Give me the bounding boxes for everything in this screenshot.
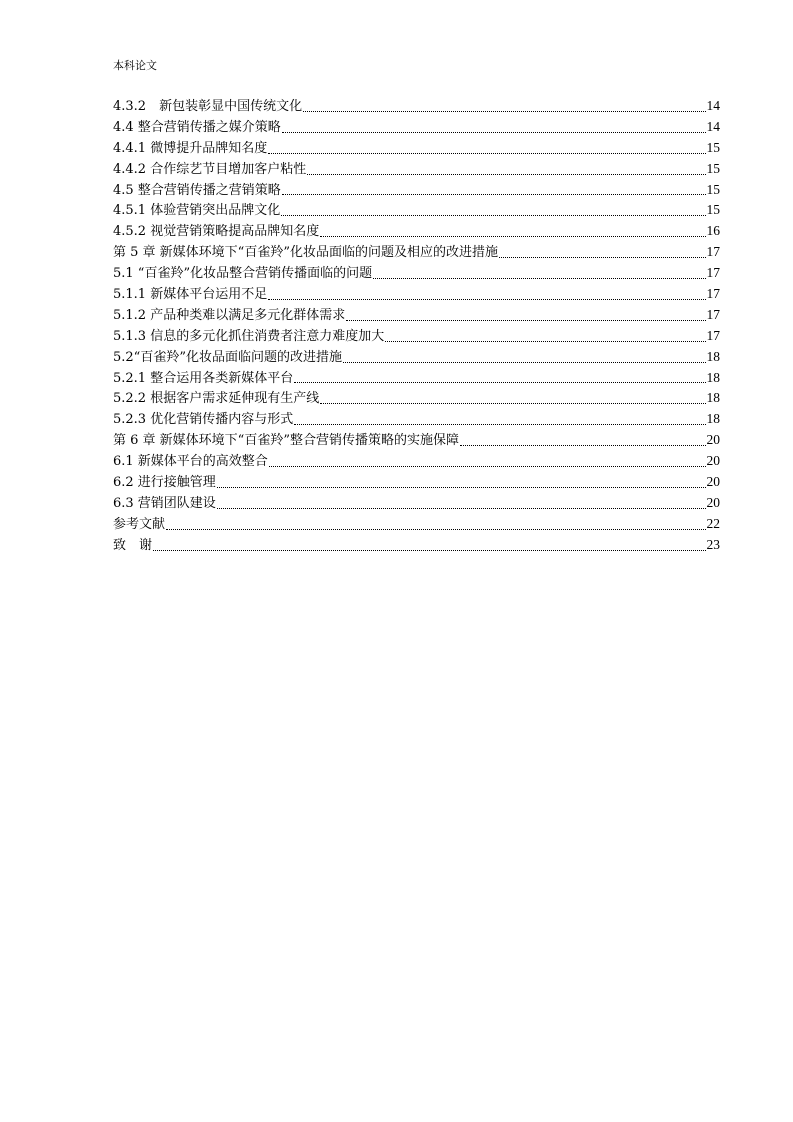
toc-entry[interactable]: [113, 430, 720, 451]
toc-entry-title: 4.4.1 微博提升品牌知名度: [113, 140, 268, 156]
toc-entry-title: 6.2 进行接触管理: [113, 475, 216, 491]
toc-dot-leader: [307, 173, 705, 175]
toc-page-number: 15: [706, 181, 720, 197]
toc-entry[interactable]: [113, 117, 720, 138]
toc-entry-title: 第 5 章 新媒体环境下“百雀羚”化妆品面临的问题及相应的改进措施: [113, 245, 498, 261]
toc-dot-leader: [269, 465, 706, 467]
toc-dot-leader: [343, 361, 706, 363]
toc-entry[interactable]: [113, 305, 720, 326]
toc-entry-title: 第 6 章 新媒体环境下“百雀羚”整合营销传播策略的实施保障: [113, 433, 459, 449]
toc-entry[interactable]: [113, 535, 720, 556]
toc-entry[interactable]: [113, 180, 720, 201]
toc-dot-leader: [217, 507, 706, 509]
toc-page-number: 20: [706, 494, 720, 510]
toc-dot-leader: [294, 381, 705, 383]
toc-entry[interactable]: [113, 368, 720, 389]
toc-dot-leader: [373, 277, 705, 279]
toc-dot-leader: [268, 152, 705, 154]
toc-page-number: 20: [706, 432, 720, 448]
toc-dot-leader: [303, 110, 705, 112]
toc-page-number: 15: [706, 139, 720, 155]
toc-dot-leader: [282, 193, 706, 195]
toc-dot-leader: [294, 423, 705, 425]
toc-page-number: 18: [706, 348, 720, 364]
toc-entry[interactable]: [113, 388, 720, 409]
toc-entry[interactable]: [113, 326, 720, 347]
toc-page-number: 16: [706, 223, 720, 239]
page-header: 本科论文: [113, 59, 157, 72]
toc-entry-title: 致 谢: [113, 537, 153, 553]
toc-entry-title: 5.1.3 信息的多元化抓住消费者注意力难度加大: [113, 328, 385, 344]
toc-entry[interactable]: [113, 242, 720, 263]
toc-dot-leader: [320, 402, 705, 404]
toc-dot-leader: [385, 340, 705, 342]
toc-entry-title: 5.1.1 新媒体平台运用不足: [113, 287, 268, 303]
toc-entry-title: 5.1.2 产品种类难以满足多元化群体需求: [113, 307, 346, 323]
toc-entry-title: 5.2.1 整合运用各类新媒体平台: [113, 370, 294, 386]
toc-dot-leader: [281, 214, 705, 216]
toc-entry-title: 4.4 整合营销传播之媒介策略: [113, 119, 281, 135]
toc-page-number: 20: [706, 474, 720, 490]
toc-entry-title: 4.5.2 视觉营销策略提高品牌知名度: [113, 224, 320, 240]
toc-entry-title: 5.2“百雀羚”化妆品面临问题的改进措施: [113, 349, 342, 365]
toc-entry[interactable]: [113, 347, 720, 368]
toc-entry-title: 6.3 营销团队建设: [113, 495, 216, 511]
toc-dot-leader: [268, 298, 705, 300]
toc-page-number: 17: [706, 244, 720, 260]
toc-page-number: 23: [706, 536, 720, 552]
toc-entry[interactable]: [113, 493, 720, 514]
toc-dot-leader: [499, 256, 706, 258]
toc-page-number: 18: [706, 411, 720, 427]
toc-page-number: 20: [706, 453, 720, 469]
toc-page-number: 22: [706, 515, 720, 531]
toc-entry-title: 4.4.2 合作综艺节目增加客户粘性: [113, 161, 307, 177]
toc-entry[interactable]: [113, 263, 720, 284]
toc-dot-leader: [282, 131, 706, 133]
toc-dot-leader: [166, 528, 705, 530]
toc-entry-title: 5.2.2 根据客户需求延伸现有生产线: [113, 391, 320, 407]
toc-entry[interactable]: [113, 159, 720, 180]
toc-entry-title: 4.3.2 新包装彰显中国传统文化: [113, 99, 303, 114]
toc-entry-title: 4.5 整合营销传播之营销策略: [113, 182, 281, 198]
toc-page-number: 18: [706, 369, 720, 385]
toc-page-number: 17: [706, 286, 720, 302]
toc-entry[interactable]: [113, 409, 720, 430]
toc-entry[interactable]: [113, 221, 720, 242]
table-of-contents: [113, 96, 720, 556]
toc-page-number: 17: [706, 265, 720, 281]
toc-dot-leader: [346, 319, 705, 321]
toc-page-number: 14: [706, 118, 720, 134]
toc-entry-title: 4.5.1 体验营销突出品牌文化: [113, 203, 281, 219]
toc-page-number: 15: [706, 160, 720, 176]
toc-page-number: 18: [706, 390, 720, 406]
toc-entry[interactable]: [113, 514, 720, 535]
toc-entry[interactable]: [113, 96, 720, 117]
toc-page-number: 17: [706, 327, 720, 343]
toc-entry-title: 5.2.3 优化营销传播内容与形式: [113, 412, 294, 428]
toc-page-number: 15: [706, 202, 720, 218]
toc-entry-title: 6.1 新媒体平台的高效整合: [113, 454, 268, 470]
toc-entry-title: 参考文献: [113, 516, 166, 532]
toc-entry[interactable]: [113, 200, 720, 221]
toc-dot-leader: [153, 549, 705, 551]
toc-dot-leader: [320, 235, 705, 237]
toc-page-number: 14: [706, 98, 720, 113]
toc-entry[interactable]: [113, 451, 720, 472]
toc-entry[interactable]: [113, 284, 720, 305]
toc-entry[interactable]: [113, 138, 720, 159]
toc-page-number: 17: [706, 306, 720, 322]
toc-dot-leader: [217, 486, 706, 488]
toc-entry-title: 5.1 “百雀羚”化妆品整合营销传播面临的问题: [113, 266, 373, 282]
toc-dot-leader: [460, 444, 706, 446]
toc-entry[interactable]: [113, 472, 720, 493]
